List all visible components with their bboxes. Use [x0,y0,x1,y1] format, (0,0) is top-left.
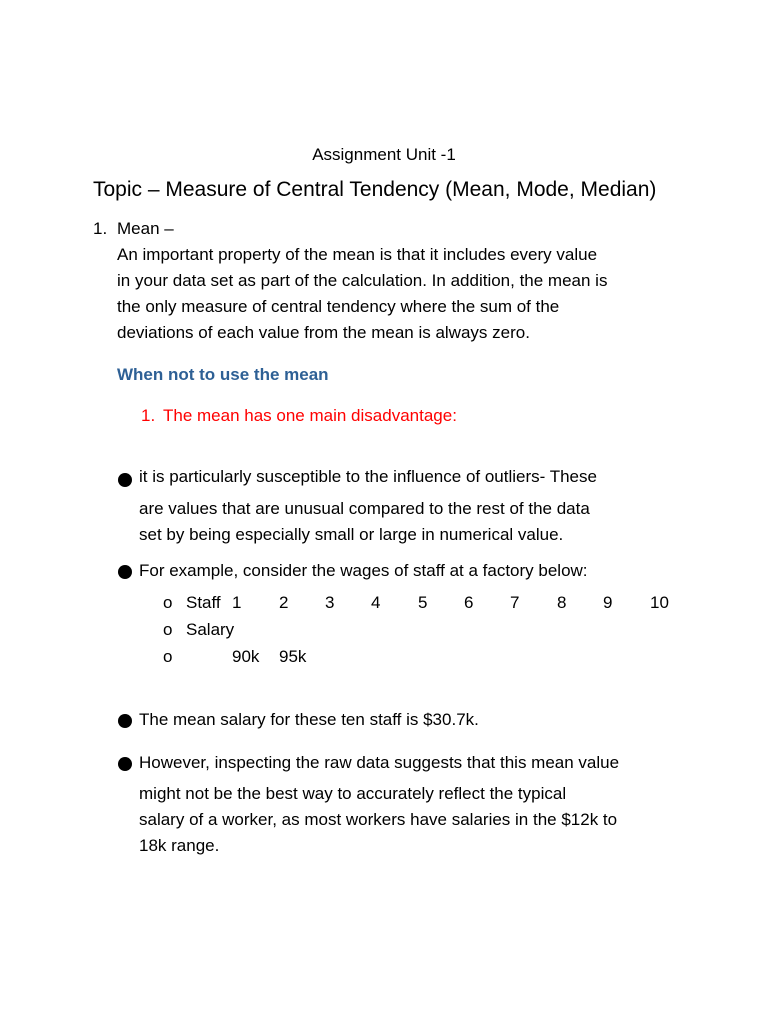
paragraph-line: in your data set as part of the calculation. In addition, the mean is [117,271,608,290]
list-number: 1. [141,406,156,425]
staff-number: 7 [510,593,520,612]
staff-number: 2 [279,593,289,612]
bullet-icon [118,714,132,728]
topic-heading: Topic – Measure of Central Tendency (Mean, Mode, Median) [93,178,657,201]
bullet-text: salary of a worker, as most workers have salaries in the $12k to [139,810,618,829]
bullet-text: The mean salary for these ten staff is $30.7k. [139,710,479,729]
bullet-text: might not be the best way to accurately reflect the typical [139,784,567,803]
salary-value: 95k [279,647,307,666]
subheading: When not to use the mean [117,365,329,384]
salary-label: Salary [186,620,235,639]
staff-label: Staff [186,593,221,612]
bullet-text: are values that are unusual compared to the rest of the data [139,499,590,518]
staff-number: 1 [232,593,242,612]
bullet-text: set by being especially small or large in numerical value. [139,525,564,544]
bullet-text: 18k range. [139,836,220,855]
salary-value: 90k [232,647,260,666]
bullet-text: it is particularly susceptible to the influence of outliers- These [139,467,597,486]
section-heading: Mean – [117,219,174,238]
list-item-text: The mean has one main disadvantage: [163,406,457,425]
staff-number: 3 [325,593,335,612]
bullet-icon [118,757,132,771]
paragraph-line: An important property of the mean is that it includes every value [117,245,598,264]
staff-number: 8 [557,593,567,612]
staff-number: 10 [650,593,669,612]
staff-number: 4 [371,593,381,612]
paragraph-line: deviations of each value from the mean is always zero. [117,323,530,342]
section-number: 1. [93,219,108,238]
bullet-text: For example, consider the wages of staff at a factory below: [139,561,588,580]
paragraph-line: the only measure of central tendency where the sum of the [117,297,560,316]
sub-bullet-marker: o [163,647,173,666]
bullet-icon [118,473,132,487]
staff-number: 5 [418,593,428,612]
page-title: Assignment Unit -1 [312,145,456,164]
sub-bullet-marker: o [163,620,173,639]
sub-bullet-marker: o [163,593,173,612]
staff-number: 9 [603,593,613,612]
bullet-icon [118,565,132,579]
bullet-text: However, inspecting the raw data suggests that this mean value [139,753,620,772]
staff-number: 6 [464,593,474,612]
